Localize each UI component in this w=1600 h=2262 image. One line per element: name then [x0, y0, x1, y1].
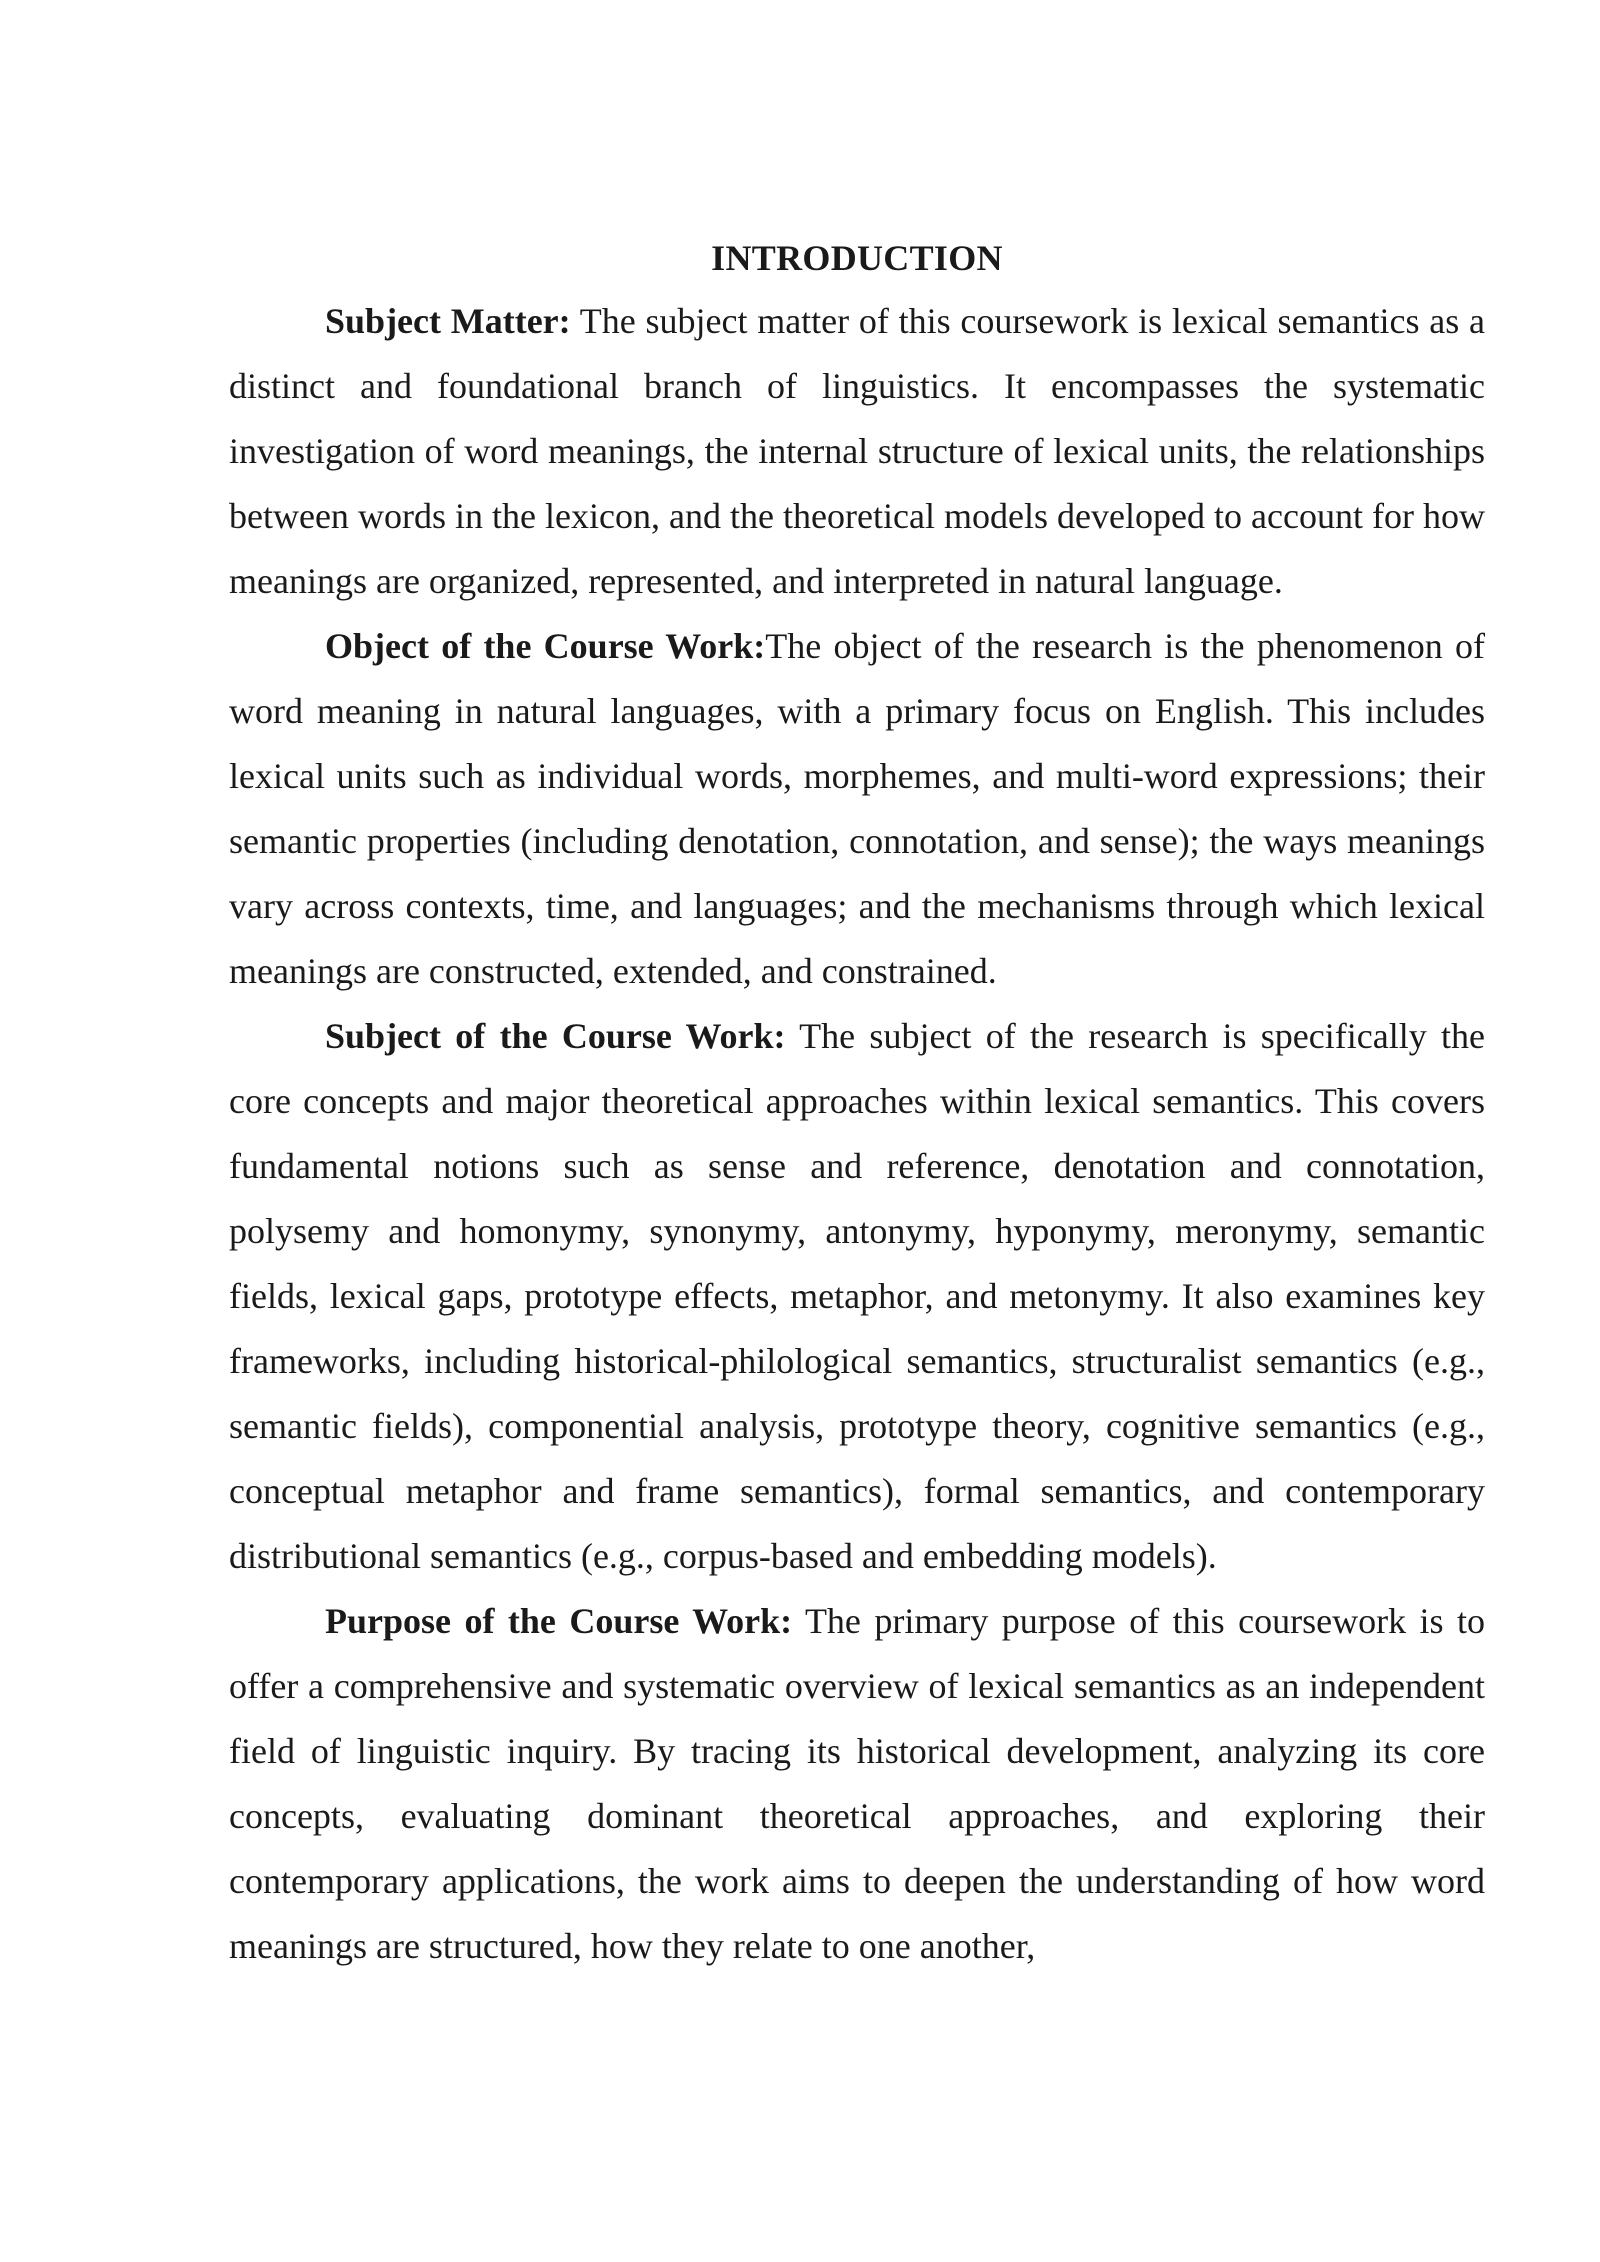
paragraph-text: The primary purpose of this coursework is to offer a comprehensive and systematic overview of lexical semantics as an independent field of linguistic inquiry. By tracing its historical development, analyzing its core concepts, evaluating dominant theoretical approaches, and exploring their contemporary applications, the work aims to deepen the understanding of how word meanings are structured, how they relate to one another,	[229, 1601, 1485, 1966]
paragraph-label: Subject Matter:	[325, 301, 571, 341]
paragraph-text: The subject matter of this coursework is lexical semantics as a distinct and foundational branch of linguistics. It encompasses the systematic investigation of word meanings, the internal structure of lexical units, the relationships between words in the lexicon, and the theoretical models developed to account for how meanings are organized, represented, and interpreted in natural language.	[229, 301, 1485, 601]
page-content	[229, 231, 1485, 1979]
paragraph-label: Object of the Course Work:	[325, 626, 766, 666]
paragraph-label: Subject of the Course Work:	[325, 1016, 786, 1056]
paragraph-object	[229, 614, 1485, 1004]
paragraph-subject	[229, 1004, 1485, 1589]
paragraph-text: The object of the research is the phenomenon of word meaning in natural languages, with a primary focus on English. This includes lexical units such as individual words, morphemes, and multi-word expressions; their semantic properties (including denotation, connotation, and sense); the ways meanings vary across contexts, time, and languages; and the mechanisms through which lexical meanings are constructed, extended, and constrained.	[229, 626, 1485, 991]
paragraph-text: The subject of the research is specifically the core concepts and major theoretical approaches within lexical semantics. This covers fundamental notions such as sense and reference, denotation and connotation, polysemy and homonymy, synonymy, antonymy, hyponymy, meronymy, semantic fields, lexical gaps, prototype effects, metaphor, and metonymy. It also examines key frameworks, including historical-philological semantics, structuralist semantics (e.g., semantic fields), componential analysis, prototype theory, cognitive semantics (e.g., conceptual metaphor and frame semantics), formal semantics, and contemporary distributional semantics (e.g., corpus-based and embedding models).	[229, 1016, 1485, 1576]
page-heading: INTRODUCTION	[711, 238, 1003, 278]
paragraph-purpose	[229, 1589, 1485, 1979]
paragraph-subject-matter	[229, 289, 1485, 614]
paragraph-label: Purpose of the Course Work:	[325, 1601, 793, 1641]
